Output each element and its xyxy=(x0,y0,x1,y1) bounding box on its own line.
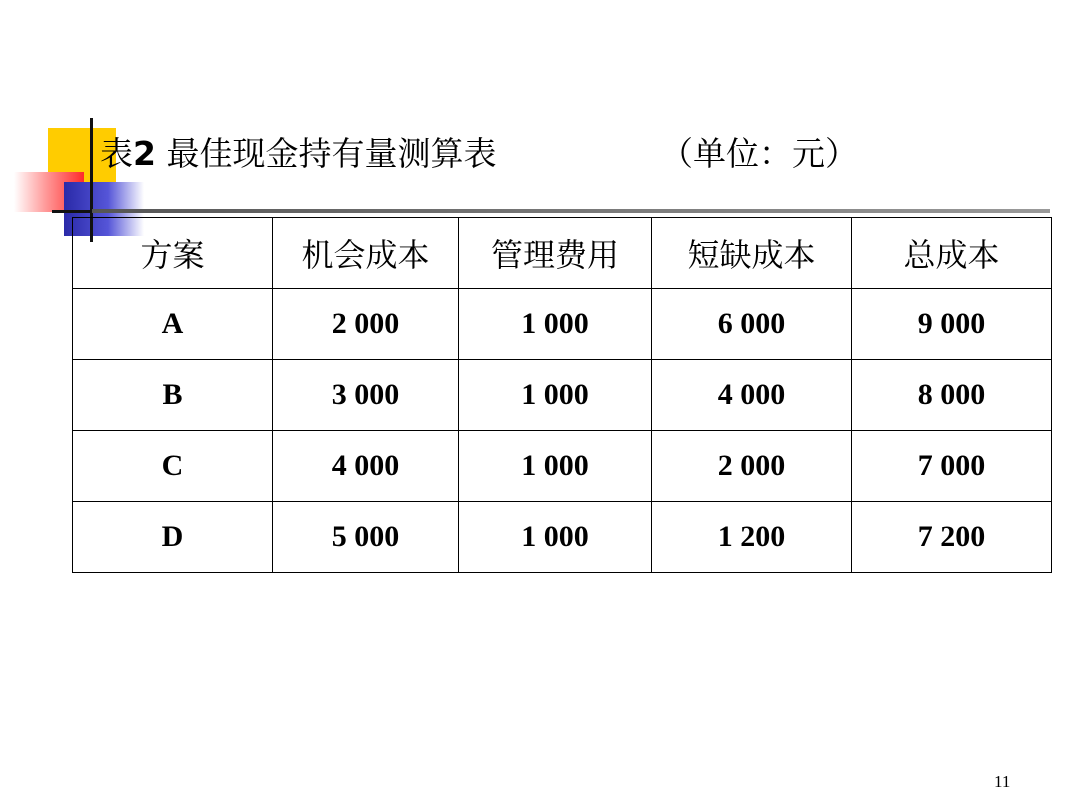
table-cell: 2 000 xyxy=(273,289,459,360)
table-cell: 7 000 xyxy=(852,431,1052,502)
table-cell: 4 000 xyxy=(273,431,459,502)
table-cell: 1 200 xyxy=(652,502,852,573)
table-cell: D xyxy=(73,502,273,573)
header-cell: 总成本 xyxy=(852,218,1052,289)
table-cell: 1 000 xyxy=(459,502,652,573)
table-cell: 9 000 xyxy=(852,289,1052,360)
table-cell: 1 000 xyxy=(459,431,652,502)
header-cell: 管理费用 xyxy=(459,218,652,289)
table-cell: 3 000 xyxy=(273,360,459,431)
slide-title xyxy=(100,130,496,178)
table-row xyxy=(73,431,1052,502)
title-underline-rule xyxy=(92,209,1050,213)
unit-label: （单位：元） xyxy=(660,134,858,173)
table-cell: A xyxy=(73,289,273,360)
table-cell: 1 000 xyxy=(459,360,652,431)
page-number: 11 xyxy=(994,772,1011,791)
table-cell: 4 000 xyxy=(652,360,852,431)
table-row xyxy=(73,289,1052,360)
table-cell: C xyxy=(73,431,273,502)
table-cell: 5 000 xyxy=(273,502,459,573)
table-cell: 7 200 xyxy=(852,502,1052,573)
table-cell: B xyxy=(73,360,273,431)
table-header-row xyxy=(73,218,1052,289)
cash-holding-table xyxy=(72,217,1052,573)
header-cell: 短缺成本 xyxy=(652,218,852,289)
header-cell: 机会成本 xyxy=(273,218,459,289)
header-cell: 方案 xyxy=(73,218,273,289)
table-cell: 2 000 xyxy=(652,431,852,502)
title-number: 2 xyxy=(133,134,156,173)
table-cell: 8 000 xyxy=(852,360,1052,431)
table-cell: 6 000 xyxy=(652,289,852,360)
table-row xyxy=(73,360,1052,431)
table-cell: 1 000 xyxy=(459,289,652,360)
title-text: 最佳现金持有量测算表 xyxy=(155,134,497,173)
table-row xyxy=(73,502,1052,573)
title-prefix: 表 xyxy=(100,134,133,173)
